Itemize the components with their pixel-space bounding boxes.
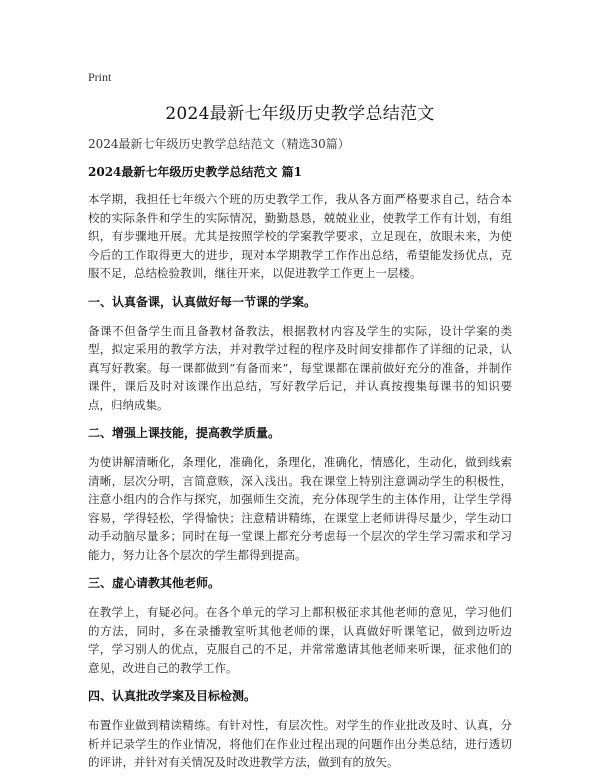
article-body xyxy=(88,163,512,782)
intro-paragraph: 本学期，我担任七年级六个班的历史教学工作，我从各方面严格要求自己，结合本校的实际条件和学生的实际情况，勤勤恳恳，兢兢业业，使教学工作有计划，有组织，有步骤地开展。尤其是按照学校的学案教学要求，立足现在，放眼未来，为使今后的工作取得更大的进步，现对本学期教学工作作出总结，希望能发扬优点，克服不足，总结检验教训，继往开来，以促进教学工作更上一层楼。 xyxy=(88,192,512,280)
page-title: 2024最新七年级历史教学总结范文 xyxy=(165,104,435,124)
section-body-3: 在教学上，有疑必问。在各个单元的学习上都积极征求其他老师的意见，学习他们的方法，同时，多在录播教室听其他老师的课，认真做好听课笔记，做到边听边学，学习别人的优点，克服自己的不足，并常常邀请其他老师来听课，征求他们的意见，改进自己的教学工作。 xyxy=(88,605,512,675)
section-heading-4: 四、认真批改学案及目标检测。 xyxy=(88,689,257,703)
section-body-1: 备课不但备学生而且备教材备教法，根据教材内容及学生的实际，设计学案的类型，拟定采用的教学方法，并对教学过程的程序及时间安排都作了详细的记录，认真写好教案。每一课都做到“有备而来”，每堂课都在课前做好充分的准备，并制作课件，课后及时对该课作出总结，写好教学后记，并认真按搜集每课书的知识要点，归纳成集。 xyxy=(88,323,512,412)
section-heading-2: 二、增强上课技能，提高教学质量。 xyxy=(88,426,281,440)
section-heading-1: 一、认真备课，认真做好每一节课的学案。 xyxy=(88,294,317,309)
section-body-4: 布置作业做到精读精练。有针对性，有层次性。对学生的作业批改及时、认真，分析并记录学生的作业情况，将他们在作业过程出现的问题作出分类总结，进行透切的评讲，并针对有关情况及时改进教学方法，做到有的放矢。 xyxy=(88,718,512,769)
section-body-2: 为使讲解清晰化，条理化，准确化，条理化，准确化，情感化，生动化，做到线索清晰，层次分明，言简意赅，深入浅出。我在课堂上特别注意调动学生的积极性，注意小组内的合作与探究，加强师生交流，充分体现学生的主体作用，让学生学得容易，学得轻松，学得愉快；注意精讲精练，在课堂上老师讲得尽量少，学生动口动手动脑尽量多；同时在每一堂课上都充分考虑每一个层次的学生学习需求和学习能力，努力让各个层次的学生都得到提高。 xyxy=(88,455,512,562)
print-link[interactable]: Print xyxy=(88,70,112,84)
article-heading: 2024最新七年级历史教学总结范文 篇1 xyxy=(88,165,302,179)
section-heading-3: 三、虚心请教其他老师。 xyxy=(88,576,221,590)
document-subtitle: 2024最新七年级历史教学总结范文（精选30篇） xyxy=(88,137,350,151)
